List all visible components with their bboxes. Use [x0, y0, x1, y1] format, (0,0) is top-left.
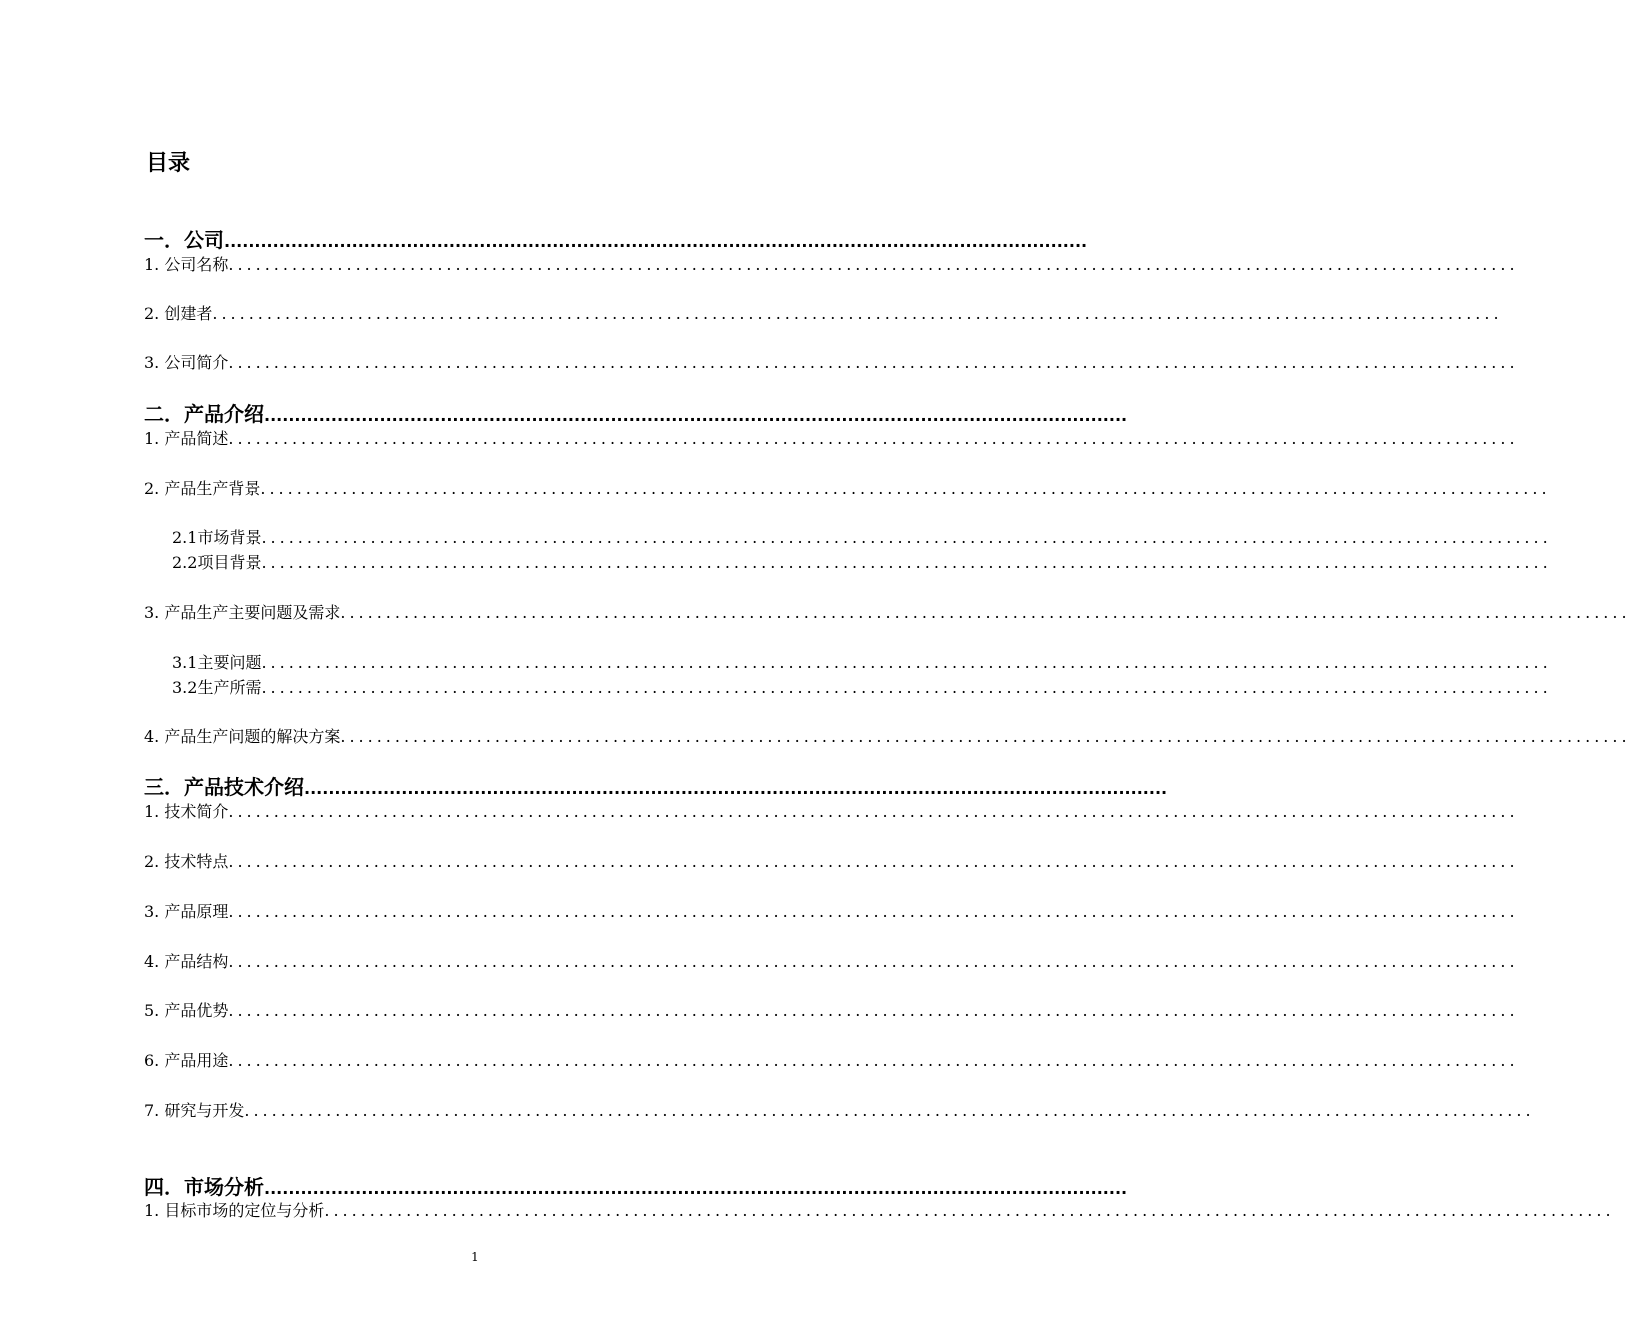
toc-item-label: 6. 产品用途 [144, 1051, 229, 1070]
toc-leader-dots: .............................................................................................................................................. [228, 802, 1519, 821]
toc-leader-dots: .............................................................................................................................................. [261, 528, 1552, 547]
toc-item[interactable] [144, 476, 1551, 499]
toc-leader-dots: .............................................................................................................................................. [261, 553, 1552, 572]
toc-leader-dots: .............................................................................................................................................. [228, 353, 1519, 372]
toc-item-label: 4. 产品生产问题的解决方案 [144, 727, 341, 746]
toc-section-label: 四．市场分析 [144, 1175, 264, 1199]
toc-item-label: 7. 研究与开发 [144, 1101, 245, 1120]
toc-subitem[interactable] [172, 550, 1552, 573]
toc-section-technology[interactable] [144, 771, 1168, 800]
toc-leader-dots: .............................................................................................................................................. [340, 727, 1631, 746]
toc-leader-dots: .............................................................................................................................................. [228, 429, 1519, 448]
toc-leader-dots: .............................................................................................................................................. [228, 1051, 1519, 1070]
toc-subitem[interactable] [172, 650, 1552, 673]
toc-section-label: 二．产品介绍 [144, 402, 264, 426]
toc-subitem[interactable] [172, 675, 1552, 698]
toc-item-label: 2. 产品生产背景 [144, 479, 261, 498]
toc-item-label: 3. 公司简介 [144, 353, 229, 372]
toc-subitem[interactable] [172, 525, 1552, 548]
toc-item[interactable] [144, 799, 1519, 822]
toc-item[interactable] [144, 998, 1519, 1021]
toc-leader-dots: .............................................................................................................................................. [244, 1101, 1535, 1120]
page-number: 1 [471, 1250, 479, 1264]
toc-item-label: 1. 目标市场的定位与分析 [144, 1201, 325, 1220]
toc-leader-dots: .............................................................................................................................................. [228, 902, 1519, 921]
toc-section-product[interactable] [144, 398, 1128, 427]
toc-item-label: 1. 产品简述 [144, 429, 229, 448]
toc-item[interactable] [144, 252, 1519, 275]
toc-item[interactable] [144, 849, 1519, 872]
toc-subitem-label: 2.2项目背景 [172, 553, 262, 572]
toc-subitem-label: 2.1市场背景 [172, 528, 262, 547]
toc-item-label: 3. 产品生产主要问题及需求 [144, 603, 341, 622]
toc-item[interactable] [144, 724, 1631, 747]
toc-item-label: 2. 技术特点 [144, 852, 229, 871]
toc-item-label: 2. 创建者 [144, 304, 213, 323]
toc-section-market[interactable] [144, 1171, 1128, 1200]
toc-item[interactable] [144, 1098, 1535, 1121]
toc-leader-dots: .............................................................................................................................................. [324, 1201, 1615, 1220]
toc-leader-dots: .............................................................................................................................................. [260, 479, 1551, 498]
toc-item[interactable] [144, 301, 1503, 324]
toc-leader-dots: .............................................................................................................................................. [261, 678, 1552, 697]
toc-item-label: 1. 公司名称 [144, 255, 229, 274]
toc-leader-dots: .............................................................................................................................................. [224, 232, 1088, 251]
toc-leader-dots: .............................................................................................................................................. [264, 406, 1128, 425]
toc-section-label: 一．公司 [144, 228, 224, 252]
toc-leader-dots: .............................................................................................................................................. [304, 779, 1168, 798]
toc-leader-dots: .............................................................................................................................................. [228, 1001, 1519, 1020]
page-title: 目录 [146, 151, 191, 176]
toc-leader-dots: .............................................................................................................................................. [340, 603, 1631, 622]
toc-item[interactable] [144, 899, 1519, 922]
toc-section-label: 三．产品技术介绍 [144, 775, 304, 799]
toc-subitem-label: 3.1主要问题 [172, 653, 262, 672]
toc-item-label: 5. 产品优势 [144, 1001, 229, 1020]
toc-leader-dots: .............................................................................................................................................. [228, 255, 1519, 274]
toc-item-label: 3. 产品原理 [144, 902, 229, 921]
toc-item[interactable] [144, 600, 1631, 623]
toc-item[interactable] [144, 426, 1519, 449]
toc-leader-dots: .............................................................................................................................................. [264, 1179, 1128, 1198]
toc-item-label: 4. 产品结构 [144, 952, 229, 971]
toc-item[interactable] [144, 949, 1519, 972]
toc-subitem-label: 3.2生产所需 [172, 678, 262, 697]
toc-leader-dots: .............................................................................................................................................. [228, 852, 1519, 871]
toc-item[interactable] [144, 1048, 1519, 1071]
toc-section-company[interactable] [144, 224, 1088, 253]
toc-leader-dots: .............................................................................................................................................. [261, 653, 1552, 672]
toc-leader-dots: .............................................................................................................................................. [228, 952, 1519, 971]
toc-item-label: 1. 技术简介 [144, 802, 229, 821]
toc-leader-dots: .............................................................................................................................................. [212, 304, 1503, 323]
toc-item[interactable] [144, 350, 1519, 373]
toc-item[interactable] [144, 1198, 1615, 1221]
